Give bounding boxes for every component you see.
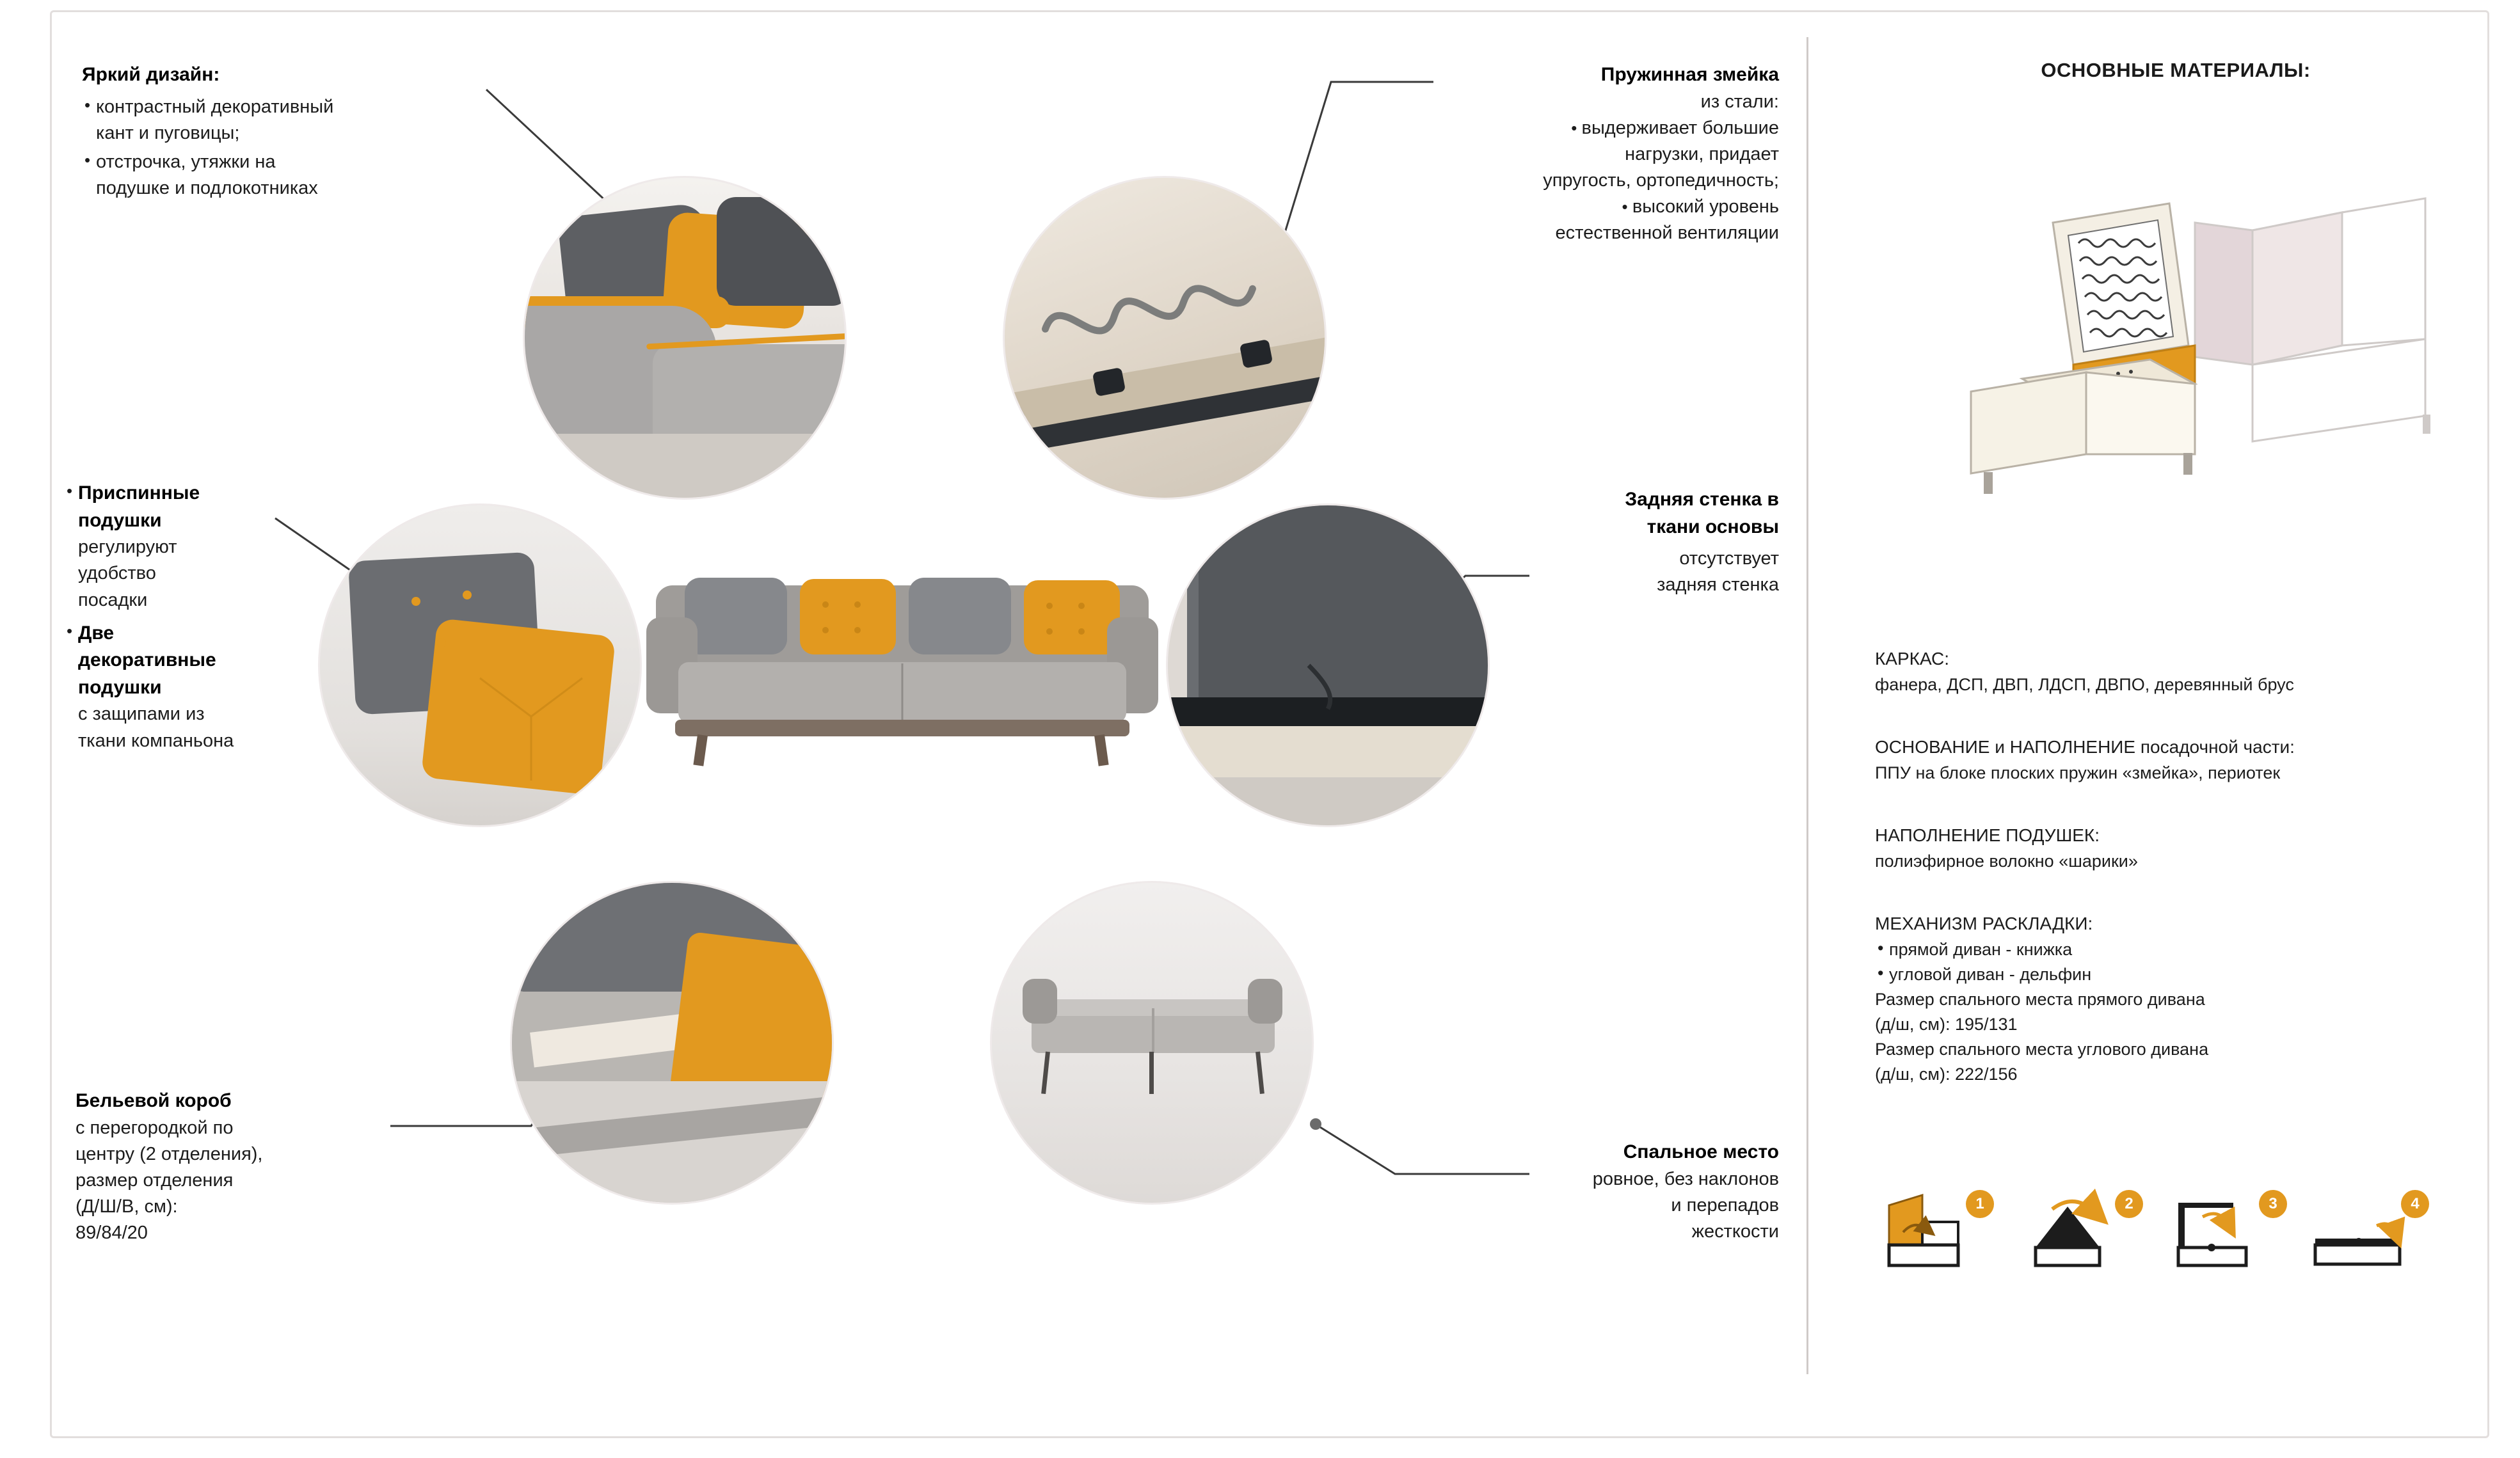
spec-mechanism-line-3: Размер спального места углового дивана — [1875, 1040, 2209, 1059]
callout-back-wall-line-2: задняя стенка — [1657, 574, 1779, 596]
callout-sleeping-place-heading: Спальное место — [1623, 1141, 1779, 1162]
spec-base-filling-line: ППУ на блоке плоских пружин «змейка», периотек — [1875, 763, 2281, 782]
column-divider — [1806, 37, 1808, 1374]
callout-bright-design-heading: Яркий дизайн: — [82, 64, 220, 85]
spec-frame-line: фанера, ДСП, ДВП, ЛДСП, ДВПО, деревянный брус — [1875, 674, 2294, 694]
spec-frame-head: КАРКАС: — [1875, 649, 1950, 669]
spec-frame — [1875, 646, 2438, 697]
spec-base-filling-head: ОСНОВАНИЕ и НАПОЛНЕНИЕ посадочной части: — [1875, 737, 2295, 757]
spec-base-filling — [1875, 734, 2451, 786]
mechanism-step-3-badge: 3 — [2259, 1190, 2287, 1218]
callout-bright-design-item-1: • контрастный декоративный кант и пуговицы; — [82, 94, 491, 147]
callout-bright-design-item-2: • отстрочка, утяжки на подушке и подлокотниках — [82, 149, 491, 202]
callout-spring-snake-line-3: нагрузки, придает — [1625, 143, 1779, 164]
callout-bright-design — [82, 61, 491, 202]
spec-mechanism-line-1: Размер спального места прямого дивана — [1875, 989, 2205, 1009]
spec-mechanism-line-4: (д/ш, см): 222/156 — [1875, 1065, 2018, 1084]
photo-main-sofa — [640, 541, 1165, 790]
spec-mechanism-bullet-1: • прямой диван - книжка — [1875, 937, 2451, 962]
callout-back-pillows-item-2-body: с защипами из ткани компаньона — [78, 704, 234, 751]
callout-sleeping-place-line-1: ровное, без наклонов — [1592, 1168, 1779, 1189]
mechanism-steps — [1875, 1184, 2451, 1299]
callout-back-wall-heading-a: Задняя стенка в — [1625, 489, 1779, 510]
spec-pillow-filling — [1875, 823, 2438, 874]
photo-spring-snake — [1005, 178, 1325, 498]
photo-arm-detail — [525, 178, 845, 498]
sofa-exploded-illustration — [1894, 154, 2457, 499]
callout-spring-snake-line-6: естественной вентиляции — [1555, 223, 1779, 244]
callout-spring-snake-line-4: упругость, ортопедичность; — [1543, 170, 1779, 191]
spec-mechanism-bullet-2: • угловой диван - дельфин — [1875, 962, 2451, 987]
spec-mechanism-line-2: (д/ш, см): 195/131 — [1875, 1015, 2018, 1034]
spec-pillow-filling-line: полиэфирное волокно «шарики» — [1875, 851, 2138, 871]
callout-sleeping-place-line-2: и перепадов — [1671, 1194, 1779, 1216]
spec-mechanism-head: МЕХАНИЗМ РАСКЛАДКИ: — [1875, 914, 2093, 933]
callout-sleeping-place — [1280, 1139, 1779, 1245]
materials-title: ОСНОВНЫЕ МАТЕРИАЛЫ: — [2041, 59, 2311, 81]
callout-linen-box — [76, 1088, 434, 1246]
mechanism-step-4 — [2305, 1184, 2433, 1280]
mechanism-step-4-badge: 4 — [2401, 1190, 2429, 1218]
callout-back-pillows-item-2: • Две декоративные подушки — [64, 620, 365, 702]
photo-back-wall — [1168, 505, 1488, 825]
spec-pillow-filling-head: НАПОЛНЕНИЕ ПОДУШЕК: — [1875, 825, 2100, 845]
photo-decorative-pillows — [320, 505, 640, 825]
mechanism-step-3 — [2163, 1184, 2291, 1280]
spec-mechanism — [1875, 911, 2451, 1087]
callout-spring-snake-line-5: • высокий уровень — [1216, 194, 1779, 220]
photo-linen-box — [512, 883, 832, 1203]
mechanism-step-2-badge: 2 — [2115, 1190, 2143, 1218]
callout-back-pillows-item-1: • Приспинные подушки — [64, 480, 365, 534]
mechanism-step-2 — [2019, 1184, 2147, 1280]
callout-linen-box-line-2: центру (2 отделения), — [76, 1143, 263, 1164]
callout-back-wall-heading-b: ткани основы — [1647, 516, 1779, 537]
callout-linen-box-line-1: с перегородкой по — [76, 1117, 234, 1138]
mechanism-step-1-badge: 1 — [1966, 1190, 1994, 1218]
callout-spring-snake-heading: Пружинная змейка — [1600, 64, 1779, 85]
callout-spring-snake-line-2: • выдерживает большие — [1216, 115, 1779, 141]
callout-back-wall-line-1: отсутствует — [1679, 548, 1779, 569]
callout-linen-box-line-5: 89/84/20 — [76, 1223, 148, 1244]
callout-spring-snake-line-1: из стали: — [1700, 91, 1779, 112]
callout-linen-box-line-3: размер отделения — [76, 1169, 234, 1191]
mechanism-step-1 — [1875, 1184, 2003, 1280]
photo-sleeping-place — [992, 883, 1312, 1203]
callout-linen-box-line-4: (Д/Ш/В, см): — [76, 1196, 178, 1217]
callout-linen-box-heading: Бельевой короб — [76, 1090, 232, 1111]
callout-back-pillows-item-1-body: регулируют удобство посадки — [78, 537, 177, 610]
callout-sleeping-place-line-3: жесткости — [1691, 1221, 1779, 1242]
